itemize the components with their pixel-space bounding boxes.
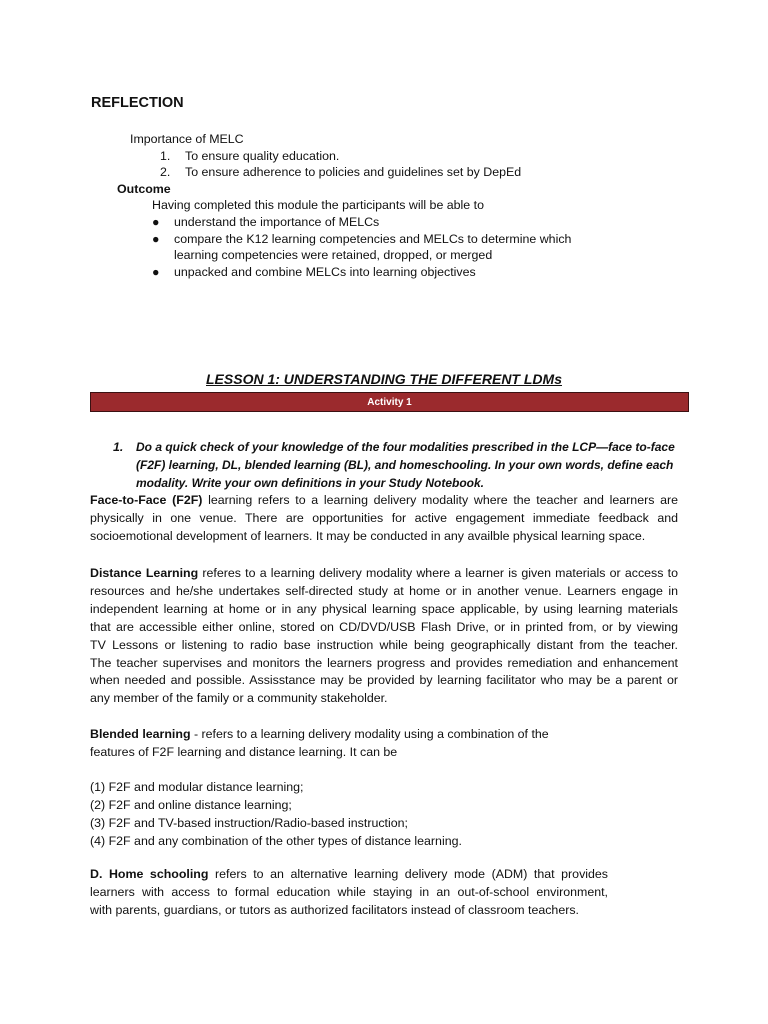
bullet-icon: ●: [152, 265, 160, 279]
bullet-icon: ●: [152, 232, 160, 246]
paragraph-line: The teacher supervises and monitors the learners progress and provides remediation and enhancement: [90, 655, 678, 670]
paragraph-line: physically in one venue. There are opportunities for active engagement immediate feedback and: [90, 510, 678, 525]
paragraph-text: - refers to a learning delivery modality using a combination of the: [190, 727, 549, 741]
lesson-title: [0, 371, 768, 387]
activity-banner: Activity 1: [90, 392, 689, 412]
paragraph-text: refers to an alternative learning delivery mode (ADM) that provides: [208, 867, 608, 881]
paragraph-line: [90, 866, 608, 884]
paragraph-line: socioemotional development of learners. It may be conducted in any availble physical learning space.: [90, 528, 646, 543]
list-item: (2) F2F and online distance learning;: [90, 797, 292, 812]
importance-heading: Importance of MELC: [130, 132, 244, 146]
importance-item-1: [160, 149, 339, 163]
bullet-text: understand the importance of MELCs: [174, 215, 380, 229]
blended-learning-definition: [90, 726, 549, 762]
outcome-bullet-3: [152, 265, 476, 279]
paragraph-line: resources and he/she undertakes self-directed study at home or in another venue. Learners engage in: [90, 583, 678, 598]
outcome-bullet-1: [152, 215, 379, 229]
paragraph-text: learning refers to a learning delivery modality where the teacher and learners are: [202, 493, 679, 507]
outcome-bullet-2: [152, 232, 571, 246]
paragraph-line: [90, 726, 549, 744]
outcome-intro: Having completed this module the participants will be able to: [152, 198, 484, 212]
paragraph-line: independent learning at home or in any physical learning space applicable, by using learning materials: [90, 601, 678, 616]
reflection-heading: REFLECTION: [91, 95, 184, 111]
bullet-text: unpacked and combine MELCs into learning objectives: [174, 265, 476, 279]
paragraph-text: referes to a learning delivery modality where a learner is given materials or access to: [198, 566, 678, 580]
f2f-definition: [90, 492, 678, 546]
outcome-bullet-2-continuation: learning competencies were retained, dropped, or merged: [174, 248, 493, 262]
distance-term: Distance Learning: [90, 566, 199, 580]
blended-term: Blended learning: [90, 727, 191, 741]
homeschooling-definition: [90, 866, 608, 920]
paragraph-line: that are accessible either online, stored on CD/DVD/USB Flash Drive, or in printed from, or by viewing: [90, 619, 678, 634]
outcome-heading: Outcome: [117, 182, 171, 196]
paragraph-line: TV Lessons or listening to radio base instruction while being geographically distant from the teacher.: [90, 637, 678, 652]
question-line: Do a quick check of your knowledge of the four modalities prescribed in the LCP—face to-face: [136, 440, 675, 454]
f2f-term: Face-to-Face (F2F): [90, 493, 203, 507]
question-line: modality. Write your own definitions in your Study Notebook.: [136, 476, 485, 491]
question-text: [136, 438, 676, 493]
paragraph-line: with parents, guardians, or tutors as authorized facilitators instead of classroom teachers.: [90, 902, 579, 917]
paragraph-line: features of F2F learning and distance learning. It can be: [90, 744, 398, 759]
paragraph-line: [90, 492, 678, 510]
bullet-icon: ●: [152, 215, 160, 229]
lesson-title-text: LESSON 1: UNDERSTANDING THE DIFFERENT LDMs: [206, 371, 562, 387]
paragraph-line: when needed and possible. Assisstance may be provided by learning facilitator who may be a parent or: [90, 673, 678, 688]
paragraph-line: learners with access to formal education while staying in an out-of-school environment,: [90, 884, 608, 899]
question-line: (F2F) learning, DL, blended learning (BL), and homeschooling. In your own words, define each: [136, 458, 674, 473]
paragraph-line: any member of the family or a community stakeholder.: [90, 691, 388, 706]
list-item: (3) F2F and TV-based instruction/Radio-based instruction;: [90, 815, 408, 830]
list-item: (1) F2F and modular distance learning;: [90, 780, 304, 794]
list-item-text: To ensure adherence to policies and guidelines set by DepEd: [185, 165, 522, 179]
distance-learning-definition: [90, 565, 678, 708]
list-item: (4) F2F and any combination of the other types of distance learning.: [90, 833, 462, 848]
list-number: 2.: [160, 165, 171, 179]
list-item-text: To ensure quality education.: [185, 149, 340, 163]
paragraph-line: [90, 565, 678, 583]
bullet-text: compare the K12 learning competencies and MELCs to determine which: [174, 232, 572, 246]
blended-learning-options: [90, 779, 462, 851]
homeschool-term: D. Home schooling: [90, 867, 209, 881]
importance-item-2: [160, 165, 521, 179]
list-number: 1.: [160, 149, 171, 163]
question-number: 1.: [113, 440, 124, 454]
